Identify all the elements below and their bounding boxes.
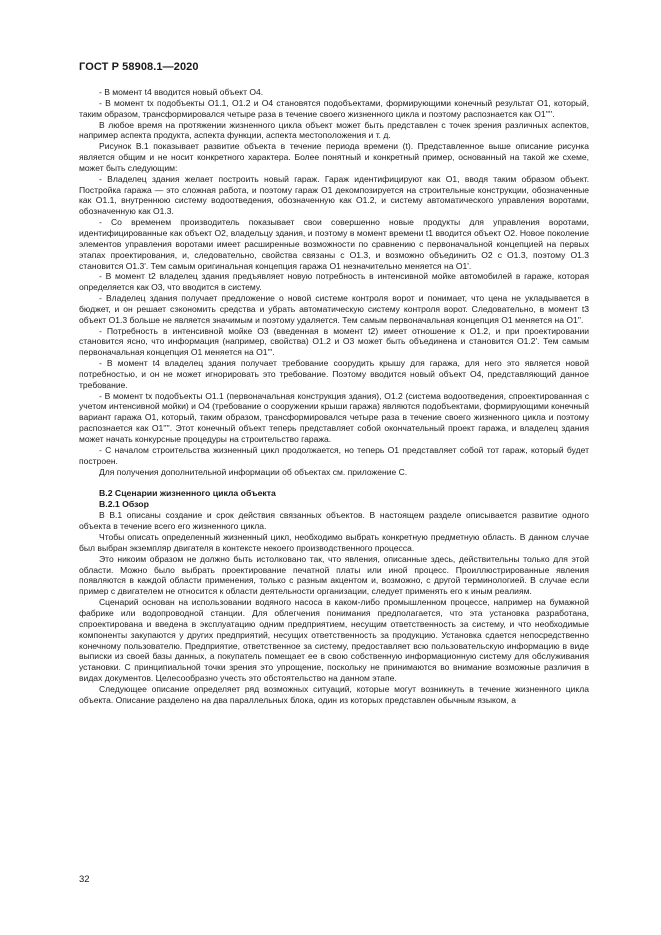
paragraph: - В момент t2 владелец здания предъявляет новую потребность в интенсивной мойке автомобилей в гараже, которая определяется как O3, что вводится в систему. [79, 271, 589, 293]
paragraph: - С началом строительства жизненный цикл продолжается, но теперь O1 представляет собой тот гараж, который будет построен. [79, 444, 589, 466]
paragraph: В В.1 описаны создание и срок действия связанных объектов. В настоящем разделе описывается развитие одного объекта в течение всего его жизненного цикла. [79, 510, 589, 532]
section-heading: В.2 Сценарии жизненного цикла объекта [99, 488, 276, 499]
standard-header: ГОСТ Р 58908.1—2020 [79, 61, 199, 73]
paragraph: - В момент tx подобъекты O1.1 (первоначальная конструкция здания), O1.2 (система водоотведения, спроектированная с учетом интенсивной мойки) и O4 (требование о сооружении крыши гаража) являются подобъектами, формирующими конечный вариант гаража O1, который, таким образом, трансформировался четыре раза в течение своего жизненного цикла и поэтому распознается как O1''''. Этот конечный объект теперь представляет собой окончательный проект гаража, и владелец здания может начать конкурсные процедуры на строительство гаража. [79, 390, 589, 444]
paragraph: - Со временем производитель показывает свои совершенно новые продукты для управления воротами, идентифицированные как объект O2, владельцу здания, и поэтому в момент времени t1 вводится объект O2. Новое поколение элементов управления воротами имеет расширенные возможности по сравнению с первоначальной концепцией на первых этапах проектирования, и, следовательно, свойства связаны с O1.3, и возможно объединить O2 с O1.3, поэтому O1.3 становится O1.3'. Тем самым оригинальная концепция гаража O1 незначительно меняется на O1'. [79, 217, 589, 271]
paragraph: Для получения дополнительной информации об объектах см. приложение С. [99, 466, 408, 477]
page-number: 32 [79, 874, 90, 885]
paragraph: Рисунок В.1 показывает развитие объекта в течение периода времени (t). Представленное выше описание рисунка является общим и не носит конкретного характера. Более понятный и конкретный пример, основанный на такой же схеме, может быть следующим: [79, 141, 589, 173]
document-body [79, 87, 589, 706]
paragraph: Сценарий основан на использовании водяного насоса в каком-либо промышленном процессе, например на бумажной фабрике или водопроводной станции. Для облегчения понимания предполагается, что эта установка разработана, спроектирована и введена в эксплуатацию одним предприятием, несущим ответственность за систему, и что необходимые компоненты закупаются у других предприятий, несущих ответственность за продукцию. Установка сдается непосредственно конечному пользователю. Предприятие, ответственное за систему, предоставляет всю пользовательскую информацию в виде выписки из своей базы данных, а покупатель помещает ее в свою собственную информационную систему для обслуживания установки. С принципиальной точки зрения это упрощение, поскольку не принимаются во внимание возможные различия в видах документов. Целесообразно учесть это обстоятельство на данном этапе. [79, 597, 589, 684]
paragraph: - Владелец здания получает предложение о новой системе контроля ворот и понимает, что цена не укладывается в бюджет, и он решает сэкономить средства и убрать автоматическую систему контроля ворот. Следовательно, в момент t3 объект O1.3 больше не является значимым и поэтому удаляется. Тем самым первоначальная концепция O1 меняется на O1''. [79, 293, 589, 325]
paragraph: - В момент t4 вводится новый объект O4. [99, 87, 264, 97]
paragraph: - В момент t4 владелец здания получает требование соорудить крышу для гаража, для него это является новой потребностью, и он не может игнорировать это требование. Поэтому вводится новый объект O4, представляющий данное требование. [79, 358, 589, 390]
paragraph: Следующее описание определяет ряд возможных ситуаций, которые могут возникнуть в течение жизненного цикла объекта. Описание разделено на два параллельных блока, один из которых представлен обычным языком, а [79, 683, 589, 705]
paragraph: Это никоим образом не должно быть истолковано так, что явления, описанные здесь, действительны только для этой области. Можно было выбрать проектирование печатной платы или иной процесс. Проиллюстрированные явления появляются в каждой области применения, только с разным акцентом и, возможно, с другой терминологией. В случае если пример с двигателем не относится к области деятельности организации, следует применять его к иным реалиям. [79, 553, 589, 597]
paragraph: Чтобы описать определенный жизненный цикл, необходимо выбрать конкретную предметную область. В данном случае был выбран экземпляр двигателя в контексте некоего производственного процесса. [79, 532, 589, 553]
paragraph: - Потребность в интенсивной мойке O3 (введенная в момент t2) имеет отношение к O1.2, и при проектировании становится ясно, что информация (например, свойства) O1.2 и O3 может быть объединена и становится O1.2'. Тем самым первоначальная концепция O1 меняется на O1'''. [79, 325, 589, 358]
paragraph: - Владелец здания желает построить новый гараж. Гараж идентифицируют как O1, вводя таким образом объект. Постройка гаража — это сложная работа, и поэтому гараж O1 декомпозируется на строительные конструкции, обозначенные как O1.1, внутреннюю систему водоотведения, обозначенную как O1.2, и систему автоматического управления воротами, обозначенную как O1.3. [79, 173, 589, 217]
paragraph: - В момент tx подобъекты O1.1, O1.2 и O4 становятся подобъектами, формирующими конечный результат O1, который, таким образом, трансформировался четыре раза в течение своего жизненного цикла и поэтому распознается как O1''''. [79, 97, 589, 119]
subsection-heading: В.2.1 Обзор [99, 499, 149, 510]
paragraph: В любое время на протяжении жизненного цикла объект может быть представлен с точек зрения различных аспектов, например аспекта продукта, аспекта функции, аспекта местоположения и т. д. [79, 119, 589, 141]
